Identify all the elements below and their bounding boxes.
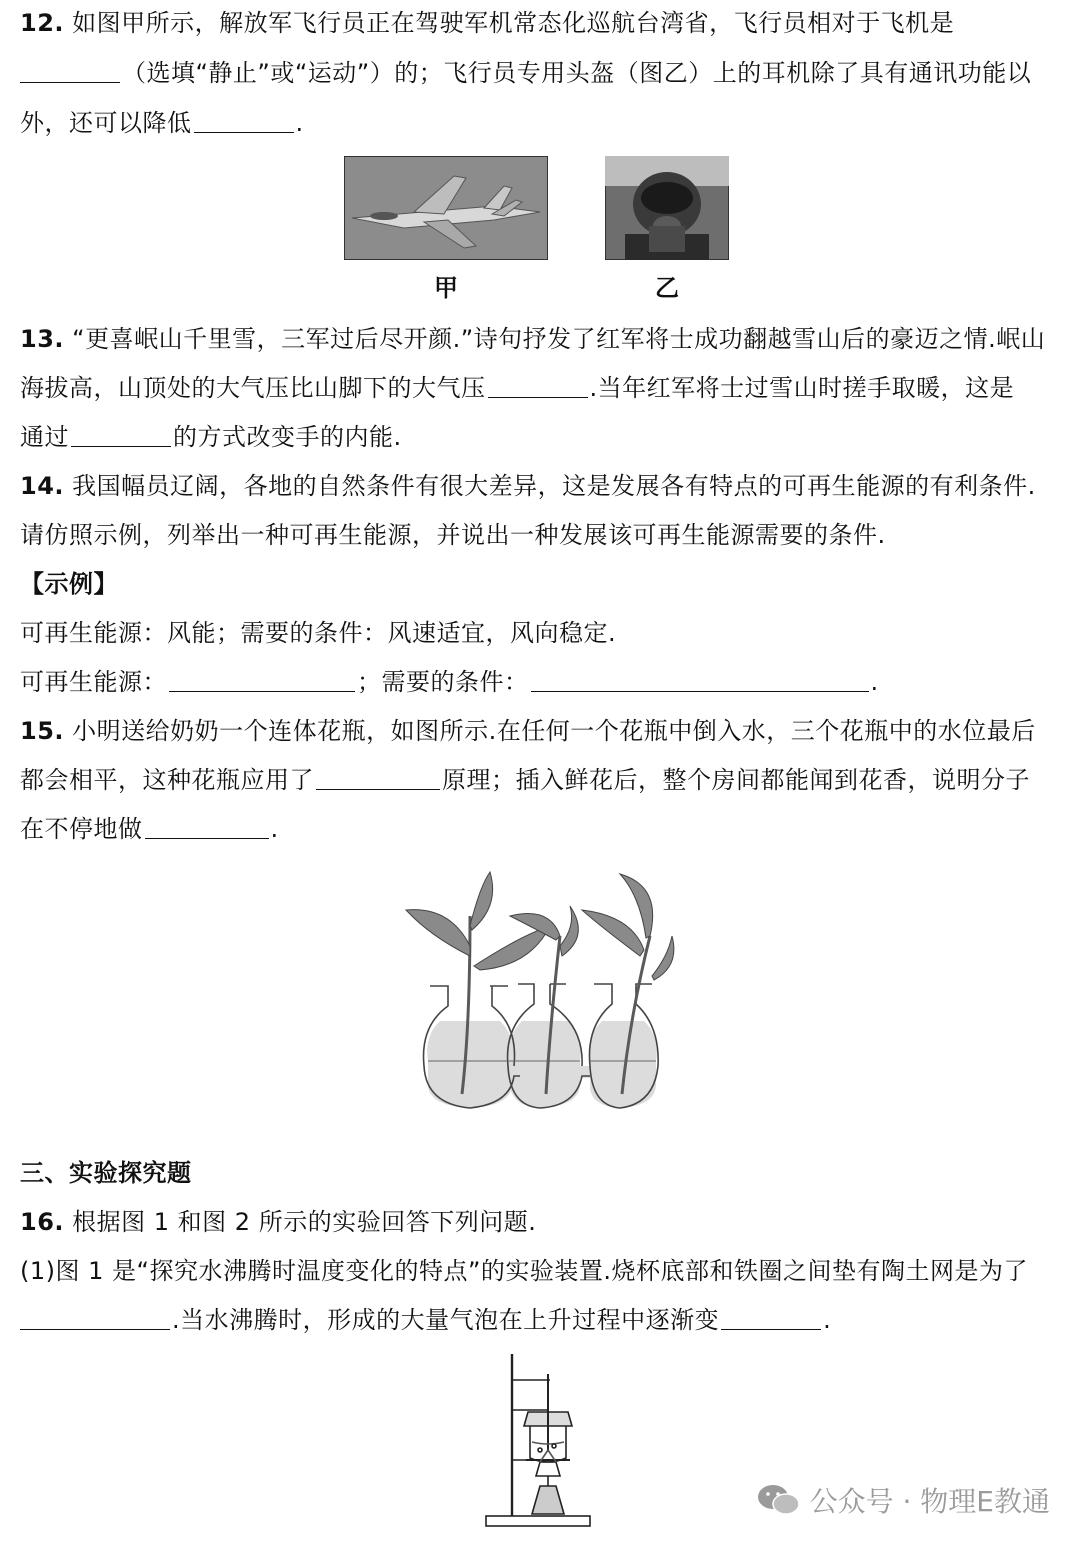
- answer-blank[interactable]: [145, 814, 269, 839]
- answer-blank[interactable]: [721, 1305, 821, 1330]
- answer-blank[interactable]: [169, 667, 355, 692]
- q12-number: 12.: [20, 9, 65, 37]
- answer-blank[interactable]: [194, 108, 294, 133]
- q15-line-3: [20, 814, 279, 844]
- q12-line-3: [20, 108, 304, 138]
- q12-text-3a: 外，还可以降低: [20, 109, 192, 137]
- q14-line-2: [20, 520, 886, 550]
- q16-text-3a: .当水沸腾时，形成的大量气泡在上升过程中逐渐变: [172, 1306, 720, 1334]
- q13-text-1: “更喜岷山千里雪，三军过后尽开颜.”诗句抒发了红军将士成功翻越雪山后的豪迈之情.岷山: [72, 325, 1046, 353]
- figure-caption-yi: 乙: [655, 274, 679, 302]
- q15-text-2b: 原理；插入鲜花后，整个房间都能闻到花香，说明分子: [442, 766, 1030, 794]
- pilot-helmet-photo: [605, 156, 729, 260]
- answer-blank[interactable]: [71, 422, 171, 447]
- q12-line-2: [20, 58, 1031, 88]
- watermark-text: 公众号 · 物理E教通: [809, 1485, 1050, 1518]
- section-title: 三、实验探究题: [20, 1159, 192, 1187]
- example-label: 【示例】: [20, 570, 118, 598]
- q13-text-2a: 海拔高，山顶处的大气压比山脚下的大气压: [20, 374, 486, 402]
- watermark: [756, 1480, 1050, 1520]
- q14-text-2: 请仿照示例，列举出一种可再生能源，并说出一种发展该可再生能源需要的条件.: [20, 521, 886, 549]
- q16-line-2: [20, 1256, 1028, 1286]
- q15-line-2: [20, 765, 1030, 795]
- q16-text-1: 根据图 1 和图 2 所示的实验回答下列问题.: [72, 1208, 537, 1236]
- q16-number: 16.: [20, 1208, 65, 1236]
- q14-answer-a: 可再生能源：: [20, 668, 167, 696]
- q15-text-2a: 都会相平，这种花瓶应用了: [20, 766, 314, 794]
- q13-text-3a: 通过: [20, 423, 69, 451]
- q13-text-2b: .当年红军将士过雪山时搓手取暖，这是: [589, 374, 1015, 402]
- q14-number: 14.: [20, 472, 65, 500]
- q12-text-1: 如图甲所示，解放军飞行员正在驾驶军机常态化巡航台湾省，飞行员相对于飞机是: [72, 9, 955, 37]
- boiling-apparatus-figure: [482, 1350, 594, 1532]
- q13-line-2: [20, 373, 1014, 403]
- q15-number: 15.: [20, 717, 65, 745]
- q16-line-1: [20, 1207, 536, 1237]
- example-text: 可再生能源：风能；需要的条件：风速适宜，风向稳定.: [20, 619, 617, 647]
- answer-blank[interactable]: [316, 765, 440, 790]
- q13-line-3: [20, 422, 402, 452]
- q16-text-2: (1)图 1 是“探究水沸腾时温度变化的特点”的实验装置.烧杯底部和铁圈之间垫有陶土网是为了: [20, 1257, 1029, 1285]
- q15-text-3a: 在不停地做: [20, 815, 143, 843]
- answer-blank[interactable]: [488, 373, 588, 398]
- connected-vases-figure: [400, 866, 680, 1116]
- q16-text-3b: .: [823, 1306, 832, 1334]
- answer-blank[interactable]: [20, 58, 120, 83]
- q15-text-3b: .: [270, 815, 279, 843]
- answer-blank[interactable]: [20, 1305, 170, 1330]
- q13-text-3b: 的方式改变手的内能.: [173, 423, 402, 451]
- q14-answer-b: ；需要的条件：: [357, 668, 529, 696]
- q12-line-1: [20, 8, 954, 38]
- fighter-jet-photo: [344, 156, 548, 260]
- q12-text-2: （选填“静止”或“运动”）的；飞行员专用头盔（图乙）上的耳机除了具有通讯功能以: [122, 59, 1032, 87]
- q13-number: 13.: [20, 325, 65, 353]
- q14-line-1: [20, 471, 1036, 501]
- q16-line-3: [20, 1305, 831, 1335]
- q14-text-1: 我国幅员辽阔，各地的自然条件有很大差异，这是发展各有特点的可再生能源的有利条件.: [72, 472, 1036, 500]
- q14-answer-c: .: [870, 668, 879, 696]
- q15-text-1: 小明送给奶奶一个连体花瓶，如图所示.在任何一个花瓶中倒入水，三个花瓶中的水位最后: [72, 717, 1036, 745]
- q15-line-1: [20, 716, 1036, 746]
- answer-blank[interactable]: [531, 667, 869, 692]
- figure-caption-jia: 甲: [434, 274, 458, 302]
- q13-line-1: [20, 324, 1045, 354]
- wechat-icon: [756, 1483, 800, 1517]
- q12-text-3b: .: [295, 109, 304, 137]
- q14-answer-line: [20, 667, 879, 697]
